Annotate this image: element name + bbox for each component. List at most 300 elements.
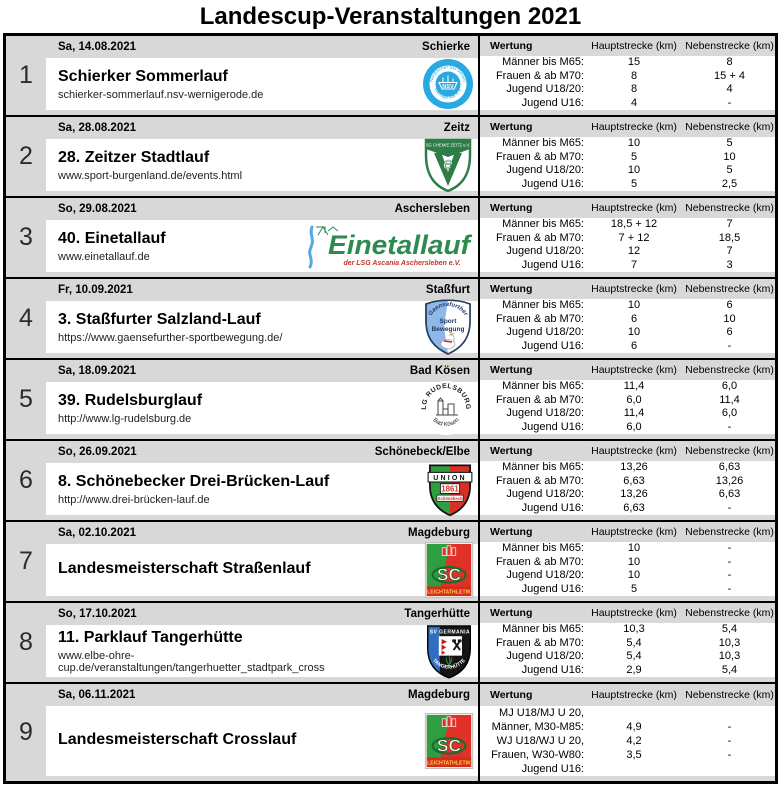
wertung-row xyxy=(480,340,775,354)
scoring-header xyxy=(480,36,775,56)
event-row xyxy=(6,684,775,781)
union-1861-logo xyxy=(426,461,474,517)
club-logo xyxy=(418,380,474,436)
nebenstrecke-value: - xyxy=(727,501,732,514)
wertung-header: Wertung xyxy=(490,202,533,214)
scoring-section xyxy=(478,360,775,439)
event-city: Aschersleben xyxy=(394,203,470,215)
page-title: Landescup-Veranstaltungen 2021 xyxy=(199,3,582,30)
event-date: So, 26.09.2021 xyxy=(58,446,137,458)
event-url-link[interactable]: http://www.lg-rudelsburg.de xyxy=(58,412,192,425)
wertung-category: Frauen & ab M70: xyxy=(495,69,584,82)
event-number: 8 xyxy=(19,628,33,656)
svg-text:LEICHTATHLETIK: LEICHTATHLETIK xyxy=(427,589,471,596)
event-url-link[interactable]: https://www.gaensefurther-sportbewegung.de/ xyxy=(58,331,283,344)
wertung-category: Männer bis M65: xyxy=(502,542,584,554)
hauptstrecke-value: 5 xyxy=(630,177,638,190)
event-content xyxy=(46,301,478,353)
wertung-row xyxy=(480,259,775,273)
wertung-category: Jugend U18/20: xyxy=(506,83,584,95)
svg-text:Gaensefurther: Gaensefurther xyxy=(427,301,469,318)
event-title: 40. Einetallauf xyxy=(58,229,166,247)
wertung-category: MJ U18/MJ U 20, xyxy=(499,707,584,719)
nebenstrecke-value: 10,3 xyxy=(718,650,741,662)
nebenstrecke-value xyxy=(684,706,775,720)
nebenstrecke-value: 5 xyxy=(726,164,733,176)
hauptstrecke-value: 5,4 xyxy=(626,636,642,649)
wertung-header: Wertung xyxy=(490,526,533,538)
hauptstrecke-value xyxy=(584,706,684,720)
scoring-body xyxy=(480,706,775,776)
nebenstrecke-value: 4 xyxy=(726,83,733,95)
hauptstrecke-value: 8 xyxy=(630,69,638,82)
event-number: 7 xyxy=(19,547,33,575)
hauptstrecke-value: 6,63 xyxy=(623,501,645,514)
chemie-zeitz-logo xyxy=(422,136,474,194)
wertung-row xyxy=(480,245,775,259)
event-number: 6 xyxy=(19,466,33,494)
einetallauf-logo xyxy=(302,221,474,271)
hauptstrecke-value: 13,26 xyxy=(620,461,648,473)
hauptstrecke-value: 10 xyxy=(627,555,641,568)
nebenstrecke-value: - xyxy=(727,420,732,433)
wertung-category: Frauen, W30-W80: xyxy=(491,749,584,761)
nebenstrecke-header: Nebenstrecke (km) xyxy=(685,40,774,52)
hauptstrecke-header: Hauptstrecke (km) xyxy=(591,689,677,701)
wertung-category: Frauen & ab M70: xyxy=(495,555,584,568)
wertung-header: Wertung xyxy=(490,364,533,376)
wertung-row xyxy=(480,299,775,313)
nebenstrecke-value: 10 xyxy=(723,312,736,325)
hauptstrecke-header: Hauptstrecke (km) xyxy=(591,364,677,376)
event-number: 5 xyxy=(19,385,33,413)
wertung-row xyxy=(480,650,775,664)
hauptstrecke-value: 18,5 + 12 xyxy=(610,218,658,230)
event-texts xyxy=(46,731,296,752)
event-row xyxy=(6,603,775,684)
wertung-row xyxy=(480,720,775,734)
nebenstrecke-value: - xyxy=(727,582,732,595)
nebenstrecke-value xyxy=(684,762,775,776)
scoring-section xyxy=(478,684,775,781)
event-content xyxy=(46,58,478,110)
event-row xyxy=(6,279,775,360)
hauptstrecke-value: 7 + 12 xyxy=(618,231,650,244)
hauptstrecke-header: Hauptstrecke (km) xyxy=(591,283,677,295)
hauptstrecke-header: Hauptstrecke (km) xyxy=(591,445,677,457)
wertung-header: Wertung xyxy=(490,121,533,133)
wertung-row xyxy=(480,178,775,192)
event-city: Schönebeck/Elbe xyxy=(374,446,470,458)
svg-text:Bad Kösen: Bad Kösen xyxy=(431,417,461,429)
sv-germania-logo xyxy=(424,622,474,680)
event-title: Landesmeisterschaft Crosslauf xyxy=(58,730,297,748)
wertung-category: Jugend U16: xyxy=(521,420,584,433)
event-info-section xyxy=(46,360,478,439)
nebenstrecke-value: - xyxy=(727,569,732,581)
hauptstrecke-value: 10 xyxy=(627,542,641,554)
hauptstrecke-value: 10 xyxy=(627,326,641,338)
wertung-row xyxy=(480,380,775,394)
scoring-header xyxy=(480,360,775,380)
wertung-row xyxy=(480,583,775,597)
event-url-link[interactable]: http://www.drei-brücken-lauf.de xyxy=(58,493,210,506)
svg-text:Wernigerode e.V.: Wernigerode e.V. xyxy=(433,87,463,100)
wertung-category: Jugend U18/20: xyxy=(506,245,584,257)
hauptstrecke-value: 11,4 xyxy=(623,380,645,392)
event-info-section xyxy=(46,36,478,115)
event-date: So, 17.10.2021 xyxy=(58,608,137,620)
wertung-category: Jugend U16: xyxy=(521,763,584,775)
club-logo xyxy=(422,58,474,110)
event-row xyxy=(6,360,775,441)
event-texts xyxy=(46,68,263,101)
sc-magdeburg-logo xyxy=(424,542,474,598)
scoring-section xyxy=(478,603,775,682)
nebenstrecke-value: - xyxy=(727,555,732,568)
wertung-category: Jugend U18/20: xyxy=(506,326,584,338)
wertung-category: Jugend U18/20: xyxy=(506,650,584,662)
wertung-category: Männer, M30-M85: xyxy=(491,721,584,733)
hauptstrecke-value: 10,3 xyxy=(623,623,645,635)
nebenstrecke-value: 10,3 xyxy=(718,636,741,649)
wertung-row xyxy=(480,164,775,178)
wertung-category: Jugend U16: xyxy=(521,258,584,271)
event-date: Fr, 10.09.2021 xyxy=(58,284,133,296)
scoring-header xyxy=(480,198,775,218)
event-row xyxy=(6,36,775,117)
nebenstrecke-header: Nebenstrecke (km) xyxy=(685,121,774,133)
event-city: Magdeburg xyxy=(408,689,470,701)
nebenstrecke-value: 6,63 xyxy=(718,488,741,500)
event-title: Schierker Sommerlauf xyxy=(58,67,228,85)
event-content xyxy=(46,706,478,776)
scoring-body xyxy=(480,56,775,110)
nebenstrecke-value: 2,5 xyxy=(721,177,738,190)
wertung-category: Frauen & ab M70: xyxy=(495,231,584,244)
wertung-row xyxy=(480,488,775,502)
svg-text:SC: SC xyxy=(436,564,462,585)
club-logo xyxy=(424,713,474,769)
hauptstrecke-value: 10 xyxy=(627,164,641,176)
hauptstrecke-value: 13,26 xyxy=(620,488,648,500)
scoring-section xyxy=(478,279,775,358)
scoring-body xyxy=(480,461,775,515)
wertung-row xyxy=(480,137,775,151)
wertung-category: Männer bis M65: xyxy=(502,56,584,68)
hauptstrecke-value: 4 xyxy=(630,96,638,109)
event-title: Landesmeisterschaft Straßenlauf xyxy=(58,559,311,577)
wertung-header: Wertung xyxy=(490,689,533,701)
nebenstrecke-header: Nebenstrecke (km) xyxy=(685,526,774,538)
wertung-category: Jugend U16: xyxy=(521,96,584,109)
scoring-section xyxy=(478,522,775,601)
scoring-body xyxy=(480,137,775,191)
scoring-header xyxy=(480,117,775,137)
event-date: So, 29.08.2021 xyxy=(58,203,137,215)
event-row xyxy=(6,441,775,522)
svg-text:NSV: NSV xyxy=(442,83,454,90)
nebenstrecke-value: 7 xyxy=(726,245,733,257)
wertung-category: Männer bis M65: xyxy=(502,137,584,149)
nebenstrecke-value: 5 xyxy=(726,137,733,149)
nebenstrecke-value: 11,4 xyxy=(719,393,740,406)
event-date-bar xyxy=(46,36,478,58)
hauptstrecke-value: 6 xyxy=(630,312,638,325)
event-number: 2 xyxy=(19,142,33,170)
event-info-section xyxy=(46,603,478,682)
event-city: Staßfurt xyxy=(425,284,470,296)
nebenstrecke-value: 3 xyxy=(726,258,733,271)
event-content xyxy=(46,625,478,677)
hauptstrecke-value: 10 xyxy=(627,137,641,149)
event-url-link[interactable]: www.sport-burgenland.de/events.html xyxy=(58,169,243,182)
event-date: Sa, 06.11.2021 xyxy=(58,689,136,701)
svg-text:LEICHTATHLETIK: LEICHTATHLETIK xyxy=(427,760,471,767)
hauptstrecke-value: 11,4 xyxy=(623,407,645,419)
svg-text:SV GERMANIA: SV GERMANIA xyxy=(429,629,471,636)
gaensefurther-logo xyxy=(422,297,474,357)
event-info-section xyxy=(46,441,478,520)
svg-text:Schönebeck: Schönebeck xyxy=(437,495,463,501)
nebenstrecke-header: Nebenstrecke (km) xyxy=(685,202,774,214)
wertung-row xyxy=(480,313,775,327)
wertung-category: Jugend U18/20: xyxy=(506,569,584,581)
hauptstrecke-header: Hauptstrecke (km) xyxy=(591,202,677,214)
nebenstrecke-header: Nebenstrecke (km) xyxy=(685,283,774,295)
svg-text:UNION: UNION xyxy=(433,474,467,482)
event-content xyxy=(46,544,478,596)
event-info-section xyxy=(46,117,478,196)
event-title: 39. Rudelsburglauf xyxy=(58,391,203,409)
wertung-category: Jugend U18/20: xyxy=(506,488,584,500)
hauptstrecke-value: 6,0 xyxy=(626,393,642,406)
wertung-row xyxy=(480,475,775,489)
club-logo xyxy=(422,297,474,357)
scoring-header xyxy=(480,684,775,706)
event-date-bar xyxy=(46,603,478,625)
hauptstrecke-value: 15 xyxy=(627,56,641,68)
event-url-link[interactable]: schierker-sommerlauf.nsv-wernigerode.de xyxy=(58,88,264,101)
nebenstrecke-value: 6 xyxy=(726,299,733,311)
event-url-link[interactable]: www.elbe-ohre-cup.de/veranstaltungen/tangerhuetter_stadtpark_cross xyxy=(58,649,325,674)
hauptstrecke-value xyxy=(584,762,684,776)
events-table xyxy=(3,33,778,784)
event-info-section xyxy=(46,279,478,358)
wertung-row xyxy=(480,83,775,97)
svg-text:Sport: Sport xyxy=(439,318,457,325)
wertung-header: Wertung xyxy=(490,40,533,52)
svg-text:der LSG Ascania Aschersleben e: der LSG Ascania Aschersleben e.V. xyxy=(343,260,461,267)
hauptstrecke-value: 8 xyxy=(630,83,638,95)
event-date-bar xyxy=(46,522,478,544)
nebenstrecke-value: - xyxy=(727,721,732,733)
svg-text:Nordischer Ski-Verein: Nordischer Ski-Verein xyxy=(428,64,468,83)
nebenstrecke-value: 10 xyxy=(723,150,736,163)
event-texts xyxy=(46,473,329,506)
nebenstrecke-value: 7 xyxy=(726,218,733,230)
svg-text:Bewegung: Bewegung xyxy=(431,326,465,333)
event-info-section xyxy=(46,198,478,277)
event-texts xyxy=(46,230,166,263)
svg-text:SG CHEMIE ZEITZ e.V.: SG CHEMIE ZEITZ e.V. xyxy=(425,142,471,148)
event-texts xyxy=(46,560,311,581)
club-logo xyxy=(426,461,474,517)
event-row xyxy=(6,198,775,279)
nebenstrecke-value: 6,63 xyxy=(718,461,741,473)
event-number: 9 xyxy=(19,718,33,746)
wertung-row xyxy=(480,706,775,720)
nebenstrecke-header: Nebenstrecke (km) xyxy=(685,607,774,619)
wertung-category: Männer bis M65: xyxy=(502,380,584,392)
event-title: 8. Schönebecker Drei-Brücken-Lauf xyxy=(58,472,330,490)
nebenstrecke-value: 5,4 xyxy=(721,623,738,635)
wertung-row xyxy=(480,56,775,70)
nebenstrecke-value: 13,26 xyxy=(715,474,744,487)
event-date-bar xyxy=(46,360,478,382)
hauptstrecke-value: 7 xyxy=(630,258,638,271)
event-date: Sa, 14.08.2021 xyxy=(58,41,137,53)
hauptstrecke-value: 4,2 xyxy=(626,735,642,747)
hauptstrecke-value: 4,9 xyxy=(626,721,642,733)
scoring-section xyxy=(478,36,775,115)
nsv-logo xyxy=(422,58,474,110)
nebenstrecke-header: Nebenstrecke (km) xyxy=(685,445,774,457)
wertung-category: Männer bis M65: xyxy=(502,218,584,230)
scoring-section xyxy=(478,117,775,196)
svg-text:1861: 1861 xyxy=(441,484,459,494)
wertung-row xyxy=(480,326,775,340)
hauptstrecke-value: 10 xyxy=(627,569,641,581)
event-number: 1 xyxy=(19,61,33,89)
event-title: 28. Zeitzer Stadtlauf xyxy=(58,148,210,166)
wertung-row xyxy=(480,70,775,84)
event-info-section xyxy=(46,684,478,781)
scoring-body xyxy=(480,218,775,272)
wertung-category: Jugend U16: xyxy=(521,501,584,514)
nebenstrecke-value: 18,5 xyxy=(718,231,741,244)
hauptstrecke-value: 6 xyxy=(630,339,638,352)
event-content xyxy=(46,382,478,434)
club-logo xyxy=(302,221,474,271)
event-number: 3 xyxy=(19,223,33,251)
wertung-row xyxy=(480,461,775,475)
scoring-header xyxy=(480,441,775,461)
wertung-row xyxy=(480,502,775,516)
event-date: Sa, 02.10.2021 xyxy=(58,527,137,539)
event-texts xyxy=(46,149,242,182)
nebenstrecke-value: 15 + 4 xyxy=(714,69,745,82)
event-row xyxy=(6,522,775,603)
wertung-row xyxy=(480,664,775,678)
club-logo xyxy=(424,542,474,598)
wertung-header: Wertung xyxy=(490,445,533,457)
wertung-category: Frauen & ab M70: xyxy=(495,312,584,325)
nebenstrecke-value: - xyxy=(727,96,732,109)
wertung-row xyxy=(480,232,775,246)
nebenstrecke-header: Nebenstrecke (km) xyxy=(685,364,774,376)
wertung-category: Männer bis M65: xyxy=(502,299,584,311)
nebenstrecke-value: - xyxy=(727,749,732,761)
nebenstrecke-value: 8 xyxy=(726,56,733,68)
wertung-category: Jugend U18/20: xyxy=(506,407,584,419)
scoring-header xyxy=(480,603,775,623)
hauptstrecke-value: 10 xyxy=(627,299,641,311)
wertung-category: Männer bis M65: xyxy=(502,461,584,473)
hauptstrecke-value: 5 xyxy=(630,582,638,595)
event-texts xyxy=(46,392,202,425)
wertung-category: Frauen & ab M70: xyxy=(495,474,584,487)
wertung-row xyxy=(480,151,775,165)
wertung-row xyxy=(480,218,775,232)
event-date-bar xyxy=(46,198,478,220)
event-date-bar xyxy=(46,117,478,139)
wertung-row xyxy=(480,407,775,421)
sc-magdeburg-logo xyxy=(424,713,474,769)
scoring-body xyxy=(480,380,775,434)
event-content xyxy=(46,220,478,272)
nebenstrecke-value: 6 xyxy=(726,326,733,338)
scoring-body xyxy=(480,623,775,677)
scoring-body xyxy=(480,542,775,596)
nebenstrecke-value: - xyxy=(727,542,732,554)
wertung-row xyxy=(480,734,775,748)
wertung-row xyxy=(480,421,775,435)
wertung-category: Jugend U18/20: xyxy=(506,164,584,176)
wertung-row xyxy=(480,97,775,111)
wertung-row xyxy=(480,637,775,651)
event-date-bar xyxy=(46,279,478,301)
nebenstrecke-value: 6,0 xyxy=(721,380,738,392)
svg-text:Einetallauf: Einetallauf xyxy=(328,230,474,260)
wertung-row xyxy=(480,623,775,637)
event-city: Zeitz xyxy=(443,122,470,134)
event-texts xyxy=(46,311,282,344)
event-url-link[interactable]: www.einetallauf.de xyxy=(58,250,150,263)
hauptstrecke-value: 6,0 xyxy=(626,420,642,433)
hauptstrecke-value: 2,9 xyxy=(626,663,642,676)
event-row xyxy=(6,117,775,198)
hauptstrecke-value: 5,4 xyxy=(626,650,642,662)
scoring-body xyxy=(480,299,775,353)
wertung-category: Jugend U16: xyxy=(521,663,584,676)
event-info-section xyxy=(46,522,478,601)
wertung-row xyxy=(480,762,775,776)
wertung-row xyxy=(480,542,775,556)
event-date: Sa, 28.08.2021 xyxy=(58,122,137,134)
nebenstrecke-value: - xyxy=(727,735,732,747)
wertung-header: Wertung xyxy=(490,607,533,619)
wertung-category: Frauen & ab M70: xyxy=(495,150,584,163)
event-number: 4 xyxy=(19,304,33,332)
event-date-bar xyxy=(46,684,478,706)
event-content xyxy=(46,463,478,515)
nebenstrecke-value: 6,0 xyxy=(721,407,738,419)
nebenstrecke-value: - xyxy=(727,339,732,352)
scoring-section xyxy=(478,198,775,277)
wertung-row xyxy=(480,569,775,583)
svg-text:SC: SC xyxy=(436,735,462,756)
hauptstrecke-header: Hauptstrecke (km) xyxy=(591,121,677,133)
hauptstrecke-header: Hauptstrecke (km) xyxy=(591,40,677,52)
lg-rudelsburg-logo xyxy=(418,380,474,436)
wertung-row xyxy=(480,556,775,570)
wertung-category: Jugend U16: xyxy=(521,177,584,190)
event-title: 11. Parklauf Tangerhütte xyxy=(58,628,243,646)
wertung-category: Jugend U16: xyxy=(521,339,584,352)
scoring-section xyxy=(478,441,775,520)
nebenstrecke-header: Nebenstrecke (km) xyxy=(685,689,774,701)
